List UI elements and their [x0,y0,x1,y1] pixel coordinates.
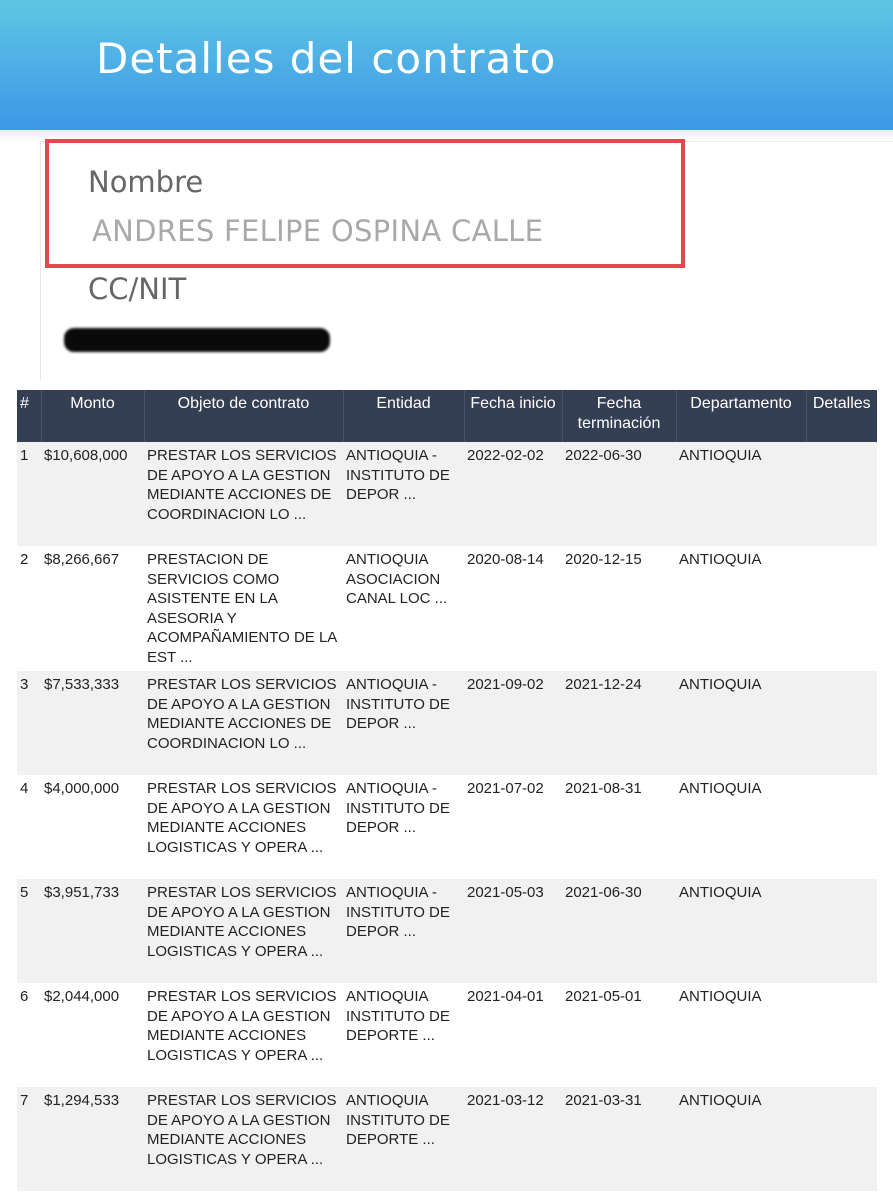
page-title: Detalles del contrato [96,34,557,83]
cell-monto: $2,044,000 [41,983,144,1087]
column-header-departamento: Departamento [676,390,806,442]
column-header-number: # [17,390,41,442]
cell-fecha-inicio: 2020-08-14 [464,546,562,671]
column-header-objeto: Objeto de contrato [144,390,343,442]
table-row[interactable] [17,775,877,879]
column-header-detalles: Detalles [806,390,877,442]
cell-fecha-inicio: 2021-03-12 [464,1087,562,1191]
table-header-row [17,390,877,442]
row-number: 4 [17,775,41,879]
row-number: 1 [17,442,41,546]
app-header [0,0,893,130]
row-number: 7 [17,1087,41,1191]
cell-monto: $7,533,333 [41,671,144,775]
cell-objeto: PRESTAR LOS SERVICIOS DE APOYO A LA GESTION MEDIANTE ACCIONES DE COORDINACION LO ... [144,671,343,775]
cell-objeto: PRESTAR LOS SERVICIOS DE APOYO A LA GESTION MEDIANTE ACCIONES LOGISTICAS Y OPERA ... [144,983,343,1087]
cell-entidad: ANTIOQUIA INSTITUTO DE DEPORTE ... [343,983,464,1087]
cell-entidad: ANTIOQUIA - INSTITUTO DE DEPOR ... [343,879,464,983]
card-border [40,142,41,380]
cell-monto: $4,000,000 [41,775,144,879]
name-value: ANDRES FELIPE OSPINA CALLE [92,214,544,248]
cell-departamento: ANTIOQUIA [676,546,806,671]
cell-entidad: ANTIOQUIA - INSTITUTO DE DEPOR ... [343,671,464,775]
cell-objeto: PRESTAR LOS SERVICIOS DE APOYO A LA GESTION MEDIANTE ACCIONES LOGISTICAS Y OPERA ... [144,879,343,983]
table-row[interactable] [17,1087,877,1191]
cell-objeto: PRESTAR LOS SERVICIOS DE APOYO A LA GESTION MEDIANTE ACCIONES LOGISTICAS Y OPERA ... [144,775,343,879]
cell-detalles[interactable] [806,1087,877,1191]
table-row[interactable] [17,442,877,546]
cell-fecha-terminacion: 2021-08-31 [562,775,676,879]
cell-fecha-inicio: 2021-04-01 [464,983,562,1087]
row-number: 5 [17,879,41,983]
cell-fecha-inicio: 2021-07-02 [464,775,562,879]
cell-departamento: ANTIOQUIA [676,775,806,879]
cell-entidad: ANTIOQUIA - INSTITUTO DE DEPOR ... [343,775,464,879]
cell-detalles[interactable] [806,671,877,775]
cell-monto: $10,608,000 [41,442,144,546]
cell-fecha-terminacion: 2021-06-30 [562,879,676,983]
row-number: 6 [17,983,41,1087]
cell-detalles[interactable] [806,442,877,546]
cell-departamento: ANTIOQUIA [676,983,806,1087]
cell-entidad: ANTIOQUIA ASOCIACION CANAL LOC ... [343,546,464,671]
cell-fecha-inicio: 2021-09-02 [464,671,562,775]
cell-fecha-terminacion: 2020-12-15 [562,546,676,671]
name-highlight-box [45,139,685,268]
contracts-table-container [17,390,877,1191]
table-row[interactable] [17,879,877,983]
cell-fecha-inicio: 2021-05-03 [464,879,562,983]
cell-fecha-terminacion: 2021-03-31 [562,1087,676,1191]
cell-monto: $1,294,533 [41,1087,144,1191]
cell-detalles[interactable] [806,983,877,1087]
id-label: CC/NIT [88,272,187,306]
contracts-table [17,390,877,1191]
cell-objeto: PRESTAR LOS SERVICIOS DE APOYO A LA GESTION MEDIANTE ACCIONES DE COORDINACION LO ... [144,442,343,546]
cell-departamento: ANTIOQUIA [676,671,806,775]
cell-detalles[interactable] [806,775,877,879]
cell-detalles[interactable] [806,879,877,983]
cell-departamento: ANTIOQUIA [676,442,806,546]
cell-fecha-terminacion: 2021-12-24 [562,671,676,775]
row-number: 3 [17,671,41,775]
cell-entidad: ANTIOQUIA - INSTITUTO DE DEPOR ... [343,442,464,546]
cell-detalles[interactable] [806,546,877,671]
cell-objeto: PRESTACION DE SERVICIOS COMO ASISTENTE EN LA ASESORIA Y ACOMPAÑAMIENTO DE LA EST ... [144,546,343,671]
cell-monto: $3,951,733 [41,879,144,983]
cell-monto: $8,266,667 [41,546,144,671]
column-header-fecha-terminacion: Fecha terminación [562,390,676,442]
cell-departamento: ANTIOQUIA [676,1087,806,1191]
column-header-entidad: Entidad [343,390,464,442]
cell-objeto: PRESTAR LOS SERVICIOS DE APOYO A LA GESTION MEDIANTE ACCIONES LOGISTICAS Y OPERA ... [144,1087,343,1191]
table-row[interactable] [17,671,877,775]
cell-fecha-terminacion: 2022-06-30 [562,442,676,546]
row-number: 2 [17,546,41,671]
name-label: Nombre [88,165,204,199]
cell-fecha-terminacion: 2021-05-01 [562,983,676,1087]
redacted-id-value [64,328,330,352]
table-row[interactable] [17,546,877,671]
cell-departamento: ANTIOQUIA [676,879,806,983]
column-header-fecha-inicio: Fecha inicio [464,390,562,442]
cell-entidad: ANTIOQUIA INSTITUTO DE DEPORTE ... [343,1087,464,1191]
column-header-monto: Monto [41,390,144,442]
cell-fecha-inicio: 2022-02-02 [464,442,562,546]
table-row[interactable] [17,983,877,1087]
